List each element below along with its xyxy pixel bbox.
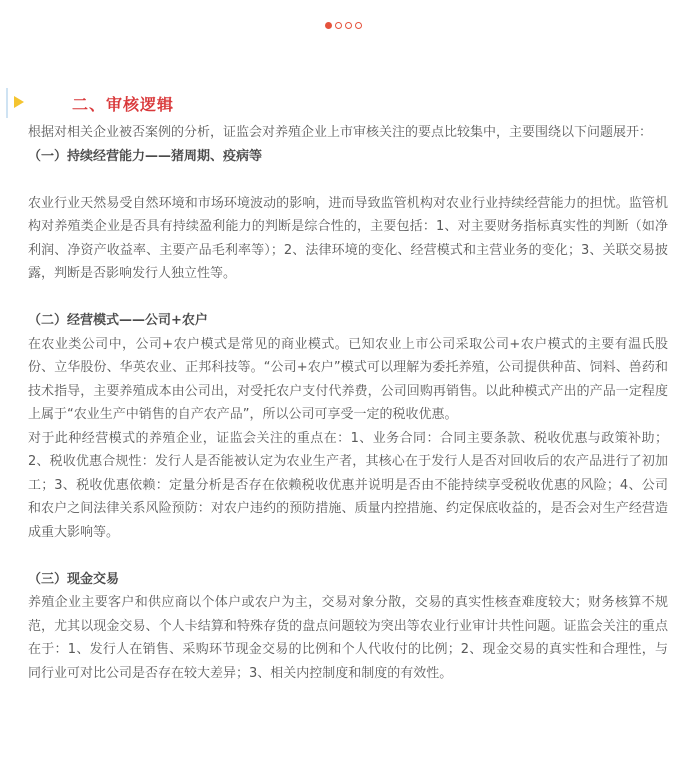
carousel-indicator [325,22,362,29]
topic-paragraph: 在农业类公司中，公司+农户模式是常见的商业模式。已知农业上市公司采取公司+农户模式的主要有温氏股份、立华股份、华英农业、正邦科技等。“公司+农户”模式可以理解为委托养殖，公司提供种苗、饲料、兽药和技术指导，主要养殖成本由公司出，对受托农户支付代养费，公司回购再销售。以此种模式产出的产品一定程度上属于“农业生产中销售的自产农产品”，所以公司可享受一定的税收优惠。 [28,336,668,422]
topic-heading-1: （一）持续经营能力——猪周期、疫病等 [28,148,263,164]
topic-heading-2: （二）经营模式——公司+农户 [28,313,208,328]
carousel-dot-4[interactable] [355,22,362,29]
carousel-dot-2[interactable] [335,22,342,29]
carousel-dot-1[interactable] [325,22,332,29]
carousel-dot-3[interactable] [345,22,352,29]
section-accent-bar [6,88,8,118]
triangle-marker-icon [14,96,24,108]
intro-paragraph: 根据对相关企业被否案例的分析，证监会对养殖企业上市审核关注的要点比较集中，主要围绕以下问题展开： [28,125,653,140]
section-title: 二、审核逻辑 [72,95,175,114]
topic-paragraph: 农业行业天然易受自然环境和市场环境波动的影响，进而导致监管机构对农业行业持续经营能力的担忧。监管机构对养殖类企业是否具有持续盈利能力的判断是综合性的，主要包括：1、对主要财务指标真实性的判断（如净利润、净资产收益率、主要产品毛利率等）；2、法律环境的变化、经营模式和主营业务的变化；3、关联交易披露，判断是否影响发行人独立性等。 [28,195,668,281]
article-body [28,121,668,685]
topic-paragraph: 对于此种经营模式的养殖企业，证监会关注的重点在：1、业务合同：合同主要条款、税收优惠与政策补助；2、税收优惠合规性：发行人是否能被认定为农业生产者，其核心在于发行人是否对回收后的农产品进行了初加工；3、税收优惠依赖：定量分析是否存在依赖税收优惠并说明是否由不能持续享受税收优惠的风险；4、公司和农户之间法律关系风险预防：对农户违约的预防措施、质量内控措施、约定保底收益的，是否会对生产经营造成重大影响等。 [28,430,668,540]
topic-paragraph: 养殖企业主要客户和供应商以个体户或农户为主，交易对象分散，交易的真实性核查难度较大；财务核算不规范，尤其以现金交易、个人卡结算和特殊存货的盘点问题较为突出等农业行业审计共性问题。证监会关注的重点在于：1、发行人在销售、采购环节现金交易的比例和个人代收付的比例；2、现金交易的真实性和合理性，与同行业可对比公司是否存在较大差异；3、相关内控制度和制度的有效性。 [28,595,668,681]
topic-heading-3: （三）现金交易 [28,571,120,587]
